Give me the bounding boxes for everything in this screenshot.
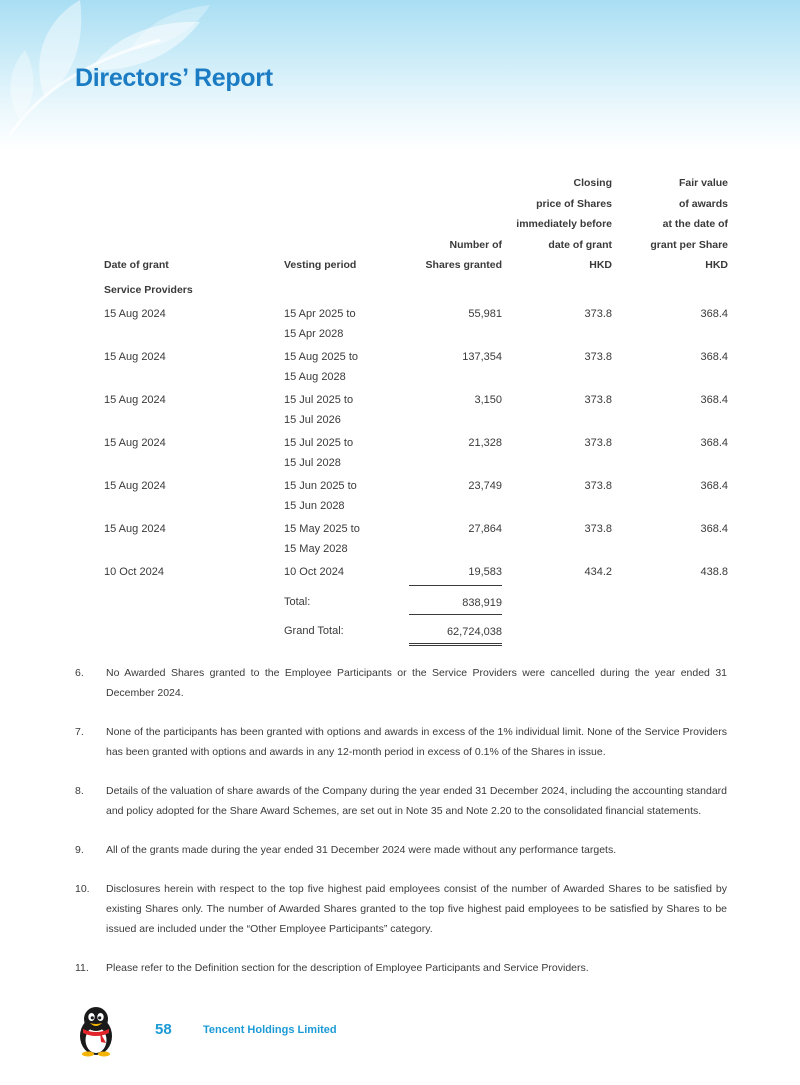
note-text: No Awarded Shares granted to the Employee Participants or the Service Providers were cancelled during the year ended 31 December 2024. xyxy=(106,667,727,699)
grand-total-value: 62,724,038 xyxy=(409,614,502,644)
cell-fair-value: 368.4 xyxy=(700,436,728,449)
vesting-line: 15 May 2028 xyxy=(284,542,348,555)
section-label: Service Providers xyxy=(104,283,193,296)
header-number-of-shares xyxy=(409,173,502,280)
header-line: date of grant xyxy=(548,238,612,251)
vesting-line: 15 Jun 2025 to xyxy=(284,479,357,492)
note-item xyxy=(75,879,727,939)
page-number: 58 xyxy=(155,1021,172,1038)
cell-vesting-period xyxy=(284,519,409,562)
vesting-line: 15 Aug 2025 to xyxy=(284,350,359,363)
note-item xyxy=(75,840,727,860)
header-line: Closing xyxy=(573,177,612,189)
header-line: at the date of xyxy=(662,218,728,230)
header-line: grant per Share xyxy=(650,238,728,251)
vesting-line: 15 Jul 2025 to xyxy=(284,436,354,449)
cell-vesting-period xyxy=(284,562,409,586)
cell-fair-value: 368.4 xyxy=(700,479,728,492)
cell-date-of-grant: 15 Aug 2024 xyxy=(104,479,166,492)
note-text: Details of the valuation of share awards of the Company during the year ended 31 December 2024, including the accounting standard and policy adopted for the Share Award Schemes, are set out in Note 35 and Note 2.20 to the consolidated financial statements. xyxy=(106,785,727,817)
header-vesting-period: Vesting period xyxy=(284,259,357,271)
company-name: Tencent Holdings Limited xyxy=(203,1024,337,1036)
cell-fair-value: 368.4 xyxy=(700,350,728,363)
table-row xyxy=(104,433,728,476)
notes-list xyxy=(75,663,727,997)
cell-number-of-shares: 21,328 xyxy=(468,436,502,449)
cell-number-of-shares: 27,864 xyxy=(468,522,502,535)
note-text: Disclosures herein with respect to the top five highest paid employees consist of the number of Awarded Shares to be satisfied by existing Shares only. The number of Awarded Shares granted to the top five highest paid employees to be satisfied by Shares to be issued are included under the “Other Employee Participants” category. xyxy=(106,883,727,935)
cell-date-of-grant: 10 Oct 2024 xyxy=(104,565,164,578)
header-fair-value xyxy=(612,173,728,280)
cell-closing-price: 373.8 xyxy=(584,479,612,492)
share-award-grant-table xyxy=(104,173,728,646)
header-line: HKD xyxy=(589,259,612,271)
empty-cell xyxy=(502,614,728,644)
cell-vesting-period xyxy=(284,433,409,476)
cell-fair-value: 368.4 xyxy=(700,522,728,535)
header-line: price of Shares xyxy=(536,197,612,210)
note-item xyxy=(75,781,727,821)
table-header-row xyxy=(104,173,728,280)
note-text: None of the participants has been granted with options and awards in excess of the 1% individual limit. None of the Service Providers has been granted with options and awards in any 12-month period in excess of 0.1% of the Shares in issue. xyxy=(106,726,727,758)
cell-closing-price: 373.8 xyxy=(584,522,612,535)
cell-closing-price: 373.8 xyxy=(584,307,612,320)
cell-date-of-grant: 15 Aug 2024 xyxy=(104,393,166,406)
header-line: HKD xyxy=(705,259,728,271)
note-number: 6. xyxy=(75,667,84,679)
vesting-line: 15 Jun 2028 xyxy=(284,499,345,512)
header-date-of-grant: Date of grant xyxy=(104,259,169,271)
cell-closing-price: 373.8 xyxy=(584,350,612,363)
vesting-line: 15 May 2025 to xyxy=(284,522,360,535)
note-item xyxy=(75,663,727,703)
page-title: Directors’ Report xyxy=(75,64,273,92)
note-number: 8. xyxy=(75,785,84,797)
header-line: of awards xyxy=(678,197,728,210)
empty-cell xyxy=(104,585,284,614)
header-line: Number of xyxy=(449,238,502,251)
note-number: 7. xyxy=(75,726,84,738)
table-row xyxy=(104,476,728,519)
empty-cell xyxy=(104,614,284,644)
cell-closing-price: 373.8 xyxy=(584,393,612,406)
vesting-line: 15 Jul 2028 xyxy=(284,456,341,469)
section-row xyxy=(104,280,728,304)
note-number: 10. xyxy=(75,883,90,895)
vesting-line: 15 Aug 2028 xyxy=(284,370,346,383)
table-row xyxy=(104,304,728,347)
note-number: 9. xyxy=(75,844,84,856)
vesting-line: 10 Oct 2024 xyxy=(284,565,344,578)
table-row xyxy=(104,562,728,586)
cell-date-of-grant: 15 Aug 2024 xyxy=(104,307,166,320)
table-row xyxy=(104,390,728,433)
cell-date-of-grant: 15 Aug 2024 xyxy=(104,522,166,535)
cell-number-of-shares: 23,749 xyxy=(468,479,502,492)
total-value: 838,919 xyxy=(409,585,502,614)
vesting-line: 15 Jul 2026 xyxy=(284,413,341,426)
total-label: Total: xyxy=(284,596,311,608)
vesting-line: 15 Apr 2028 xyxy=(284,327,344,340)
empty-cell xyxy=(502,585,728,614)
note-text: All of the grants made during the year ended 31 December 2024 were made without any performance targets. xyxy=(106,844,617,856)
note-number: 11. xyxy=(75,962,89,974)
cell-fair-value: 368.4 xyxy=(700,307,728,320)
note-item xyxy=(75,722,727,762)
header-closing-price xyxy=(502,173,612,280)
note-item xyxy=(75,958,727,978)
penguin-logo-icon xyxy=(76,1005,116,1057)
cell-vesting-period xyxy=(284,347,409,390)
cell-date-of-grant: 15 Aug 2024 xyxy=(104,436,166,449)
cell-date-of-grant: 15 Aug 2024 xyxy=(104,350,166,363)
vesting-line: 15 Apr 2025 to xyxy=(284,307,356,320)
vesting-line: 15 Jul 2025 to xyxy=(284,393,354,406)
header-line: Shares granted xyxy=(425,259,502,271)
cell-closing-price: 373.8 xyxy=(584,436,612,449)
grand-total-row xyxy=(104,614,728,644)
total-row xyxy=(104,585,728,614)
table-row xyxy=(104,519,728,562)
cell-vesting-period xyxy=(284,476,409,519)
header-line: immediately before xyxy=(516,218,612,230)
cell-closing-price: 434.2 xyxy=(584,565,612,578)
grand-total-label: Grand Total: xyxy=(284,625,344,637)
cell-vesting-period xyxy=(284,390,409,433)
cell-number-of-shares: 3,150 xyxy=(474,393,502,406)
cell-fair-value: 438.8 xyxy=(700,565,728,578)
header-line: Fair value xyxy=(678,177,728,189)
cell-number-of-shares: 19,583 xyxy=(409,562,502,586)
cell-vesting-period xyxy=(284,304,409,347)
table-row xyxy=(104,347,728,390)
cell-fair-value: 368.4 xyxy=(700,393,728,406)
note-text: Please refer to the Definition section for the description of Employee Participants and Service Providers. xyxy=(106,962,589,974)
cell-number-of-shares: 55,981 xyxy=(468,307,502,320)
cell-number-of-shares: 137,354 xyxy=(462,350,502,363)
